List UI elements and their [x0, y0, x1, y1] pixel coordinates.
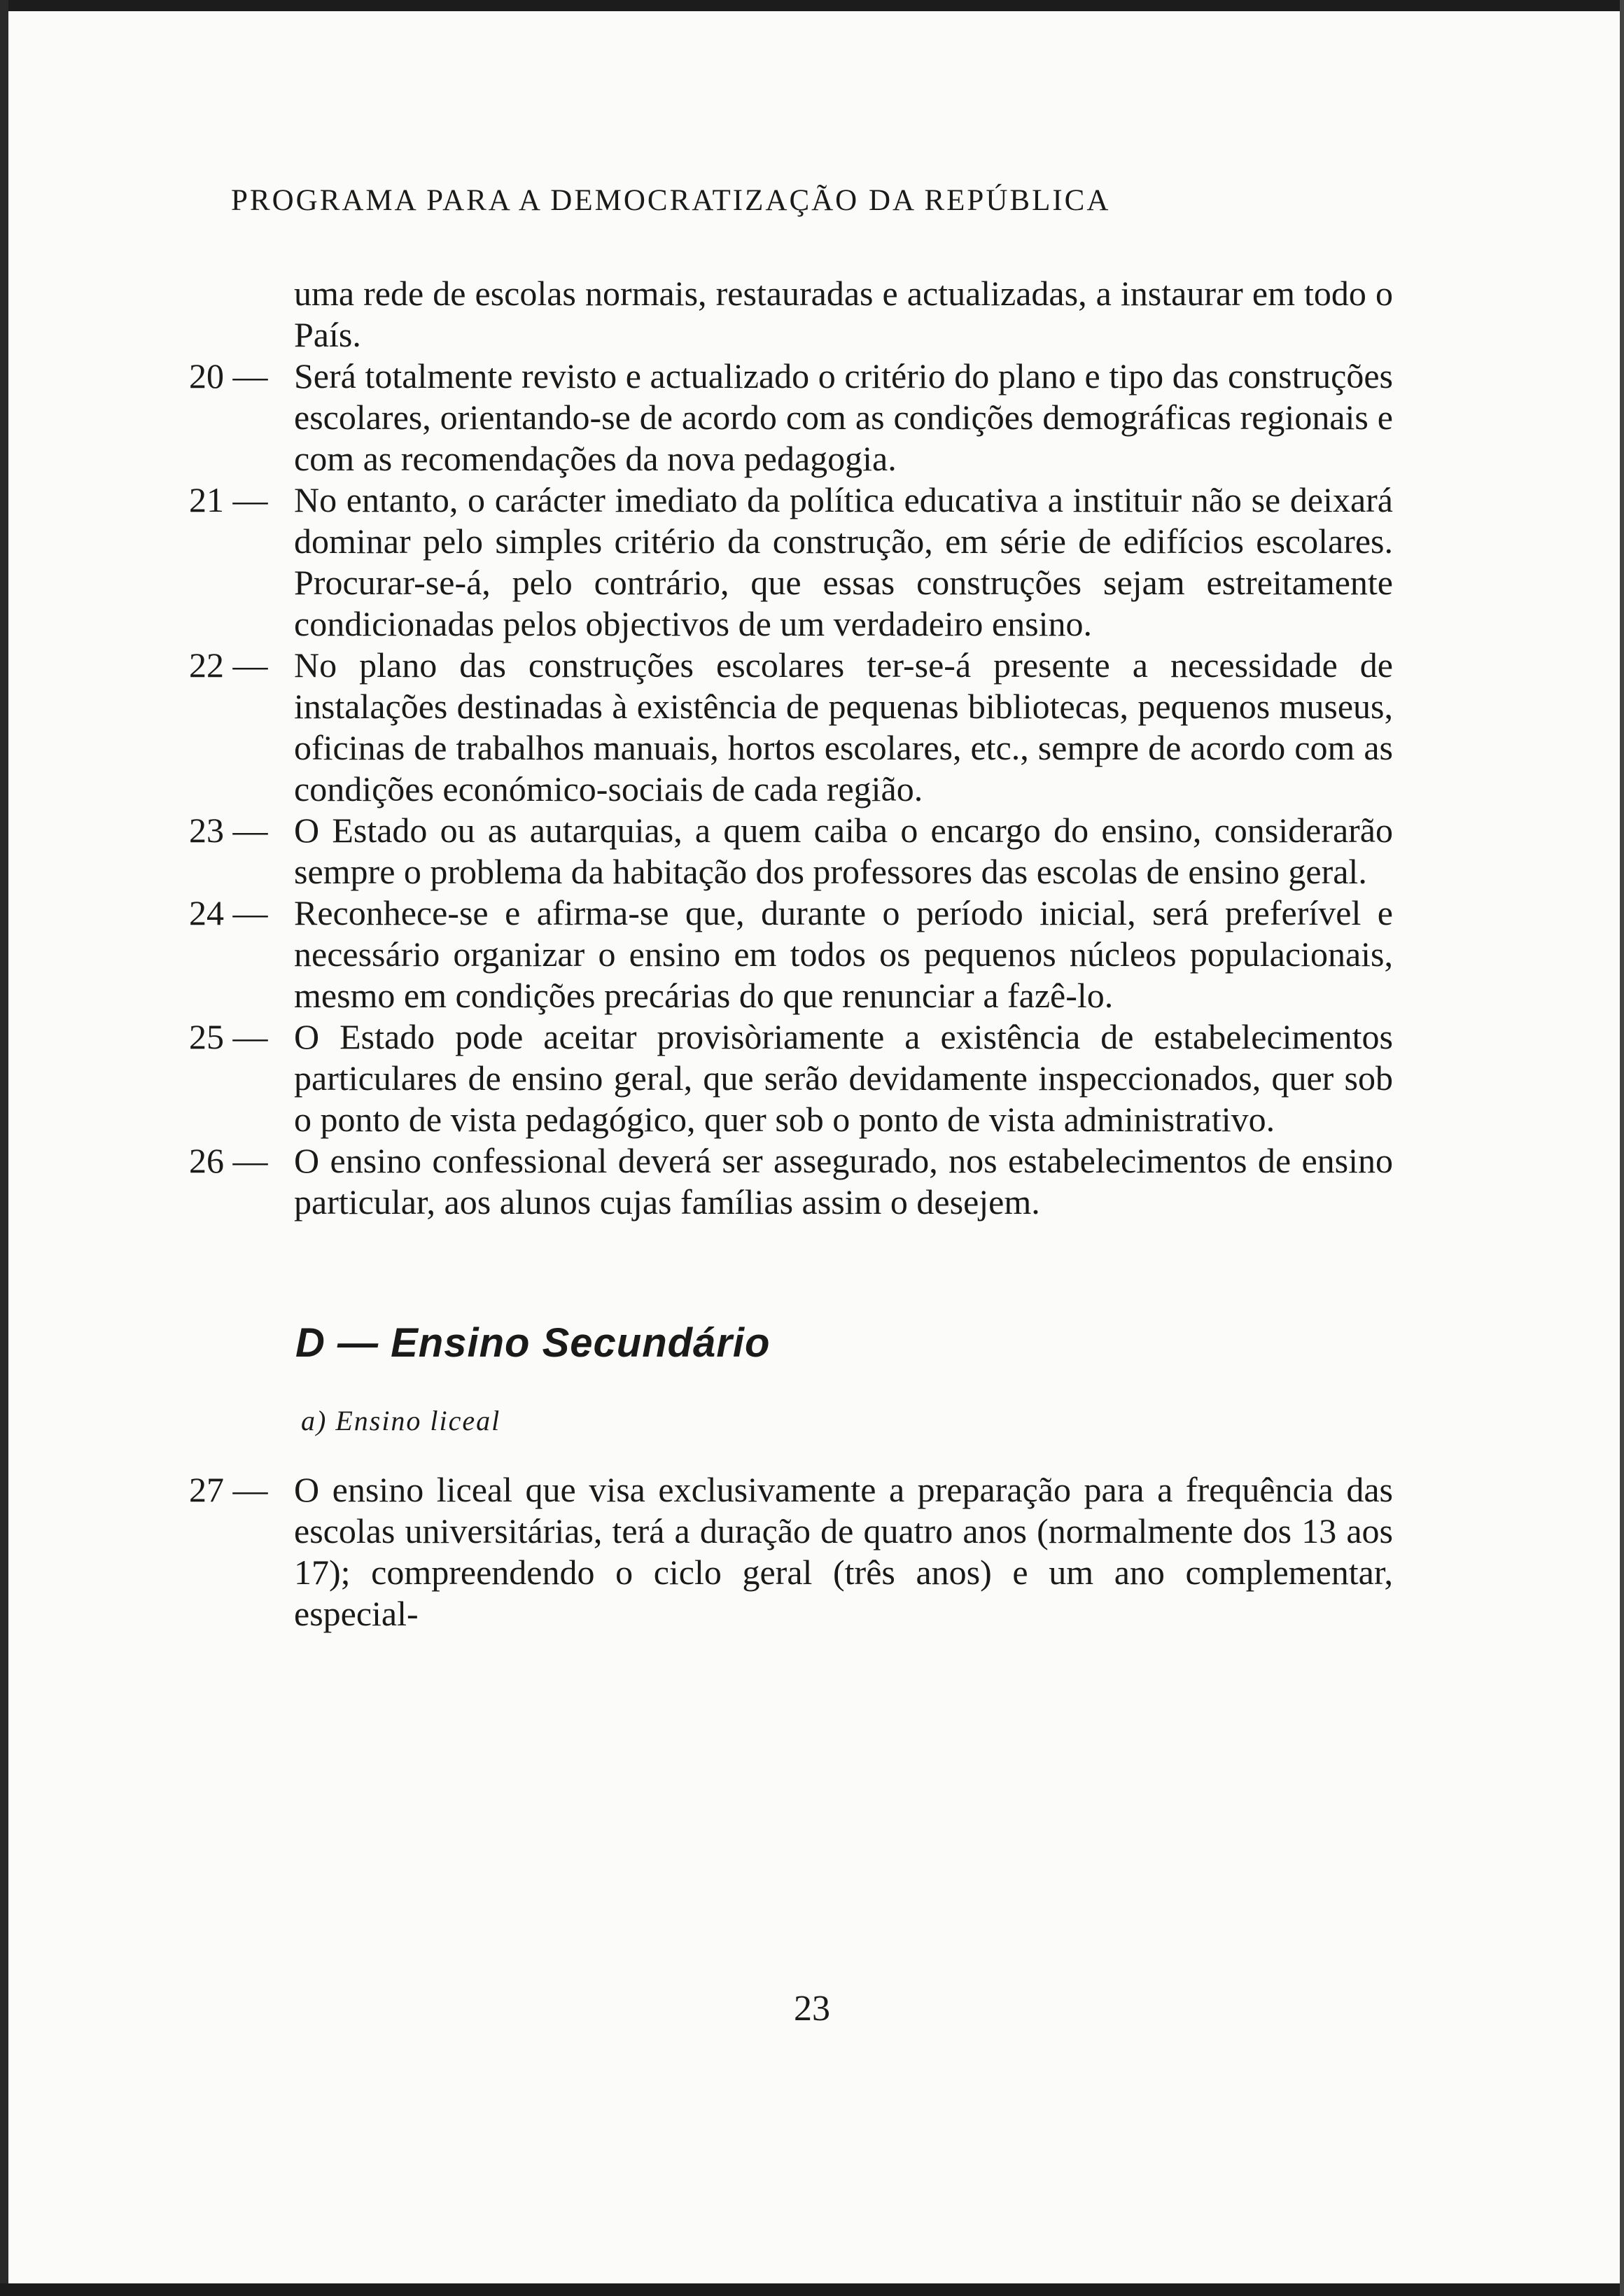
item-text: No entanto, o carácter imediato da política educativa a instituir não se deixará dominar pelo simples critério da construção, em série de edifícios escolares. Procurar-se-á, pelo contrário, que essas construções sejam estreitamente condicionadas pelos objectivos de um verdadeiro ensino. — [294, 480, 1393, 643]
item-text: O ensino liceal que visa exclusivamente a preparação para a frequência das escolas universitárias, terá a duração de quatro anos (normalmente dos 13 aos 17); compreendendo o ciclo geral (três anos) e um ano complementar, especial- — [294, 1470, 1393, 1633]
item-text: No plano das construções escolares ter-se-á presente a necessidade de instalações destinadas à existência de pequenas bibliotecas, pequenos museus, oficinas de trabalhos manuais, hortos escolares, etc., sempre de acordo com as condições económico-sociais de cada região. — [294, 645, 1393, 808]
numbered-item-21 — [189, 479, 1393, 645]
scan-border-left — [0, 0, 8, 2296]
item-text: Reconhece-se e afirma-se que, durante o período inicial, será preferível e necessário organizar o ensino em todos os pequenos núcleos populacionais, mesmo em condições precárias do que renunciar a fazê-lo. — [294, 893, 1393, 1015]
numbered-item-22 — [189, 645, 1393, 810]
numbered-item-20 — [189, 356, 1393, 479]
numbered-item-23 — [189, 810, 1393, 892]
page-content — [189, 273, 1393, 1634]
item-number: 25 — — [189, 1017, 268, 1056]
item-number: 20 — — [189, 356, 268, 396]
item-number: 21 — — [189, 480, 268, 519]
item-number: 27 — — [189, 1470, 268, 1509]
scan-border-right — [1620, 0, 1624, 2296]
numbered-item-26 — [189, 1140, 1393, 1223]
scan-border-bottom — [0, 2283, 1624, 2296]
running-head: PROGRAMA PARA A DEMOCRATIZAÇÃO DA REPÚBLICA — [231, 184, 1111, 217]
item-number: 23 — — [189, 811, 268, 850]
continuation-text: uma rede de escolas normais, restauradas e actualizadas, a instaurar em todo o País. — [294, 274, 1393, 354]
continuation-paragraph — [189, 273, 1393, 356]
section-heading: D — Ensino Secundário — [295, 1320, 771, 1366]
item-text: O ensino confessional deverá ser assegurado, nos estabelecimentos de ensino particular, aos alunos cujas famílias assim o desejem. — [294, 1141, 1393, 1222]
numbered-item-27 — [189, 1469, 1393, 1634]
item-text: O Estado ou as autarquias, a quem caiba o encargo do ensino, considerarão sempre o problema da habitação dos professores das escolas de ensino geral. — [294, 811, 1393, 891]
numbered-item-25 — [189, 1016, 1393, 1140]
numbered-item-24 — [189, 892, 1393, 1016]
item-text: Será totalmente revisto e actualizado o critério do plano e tipo das construções escolares, orientando-se de acordo com as condições demográficas regionais e com as recomendações da nova pedagogia. — [294, 356, 1393, 478]
item-number: 26 — — [189, 1141, 268, 1180]
item-number: 24 — — [189, 893, 268, 932]
item-number: 22 — — [189, 645, 268, 685]
page-number: 23 — [794, 1989, 830, 2029]
scan-border-top — [0, 0, 1624, 11]
subsection-heading: a) Ensino liceal — [301, 1405, 501, 1436]
item-text: O Estado pode aceitar provisòriamente a existência de estabelecimentos particulares de ensino geral, que serão devidamente inspeccionados, quer sob o ponto de vista pedagógico, quer sob o ponto de vista administrativo. — [294, 1017, 1393, 1139]
